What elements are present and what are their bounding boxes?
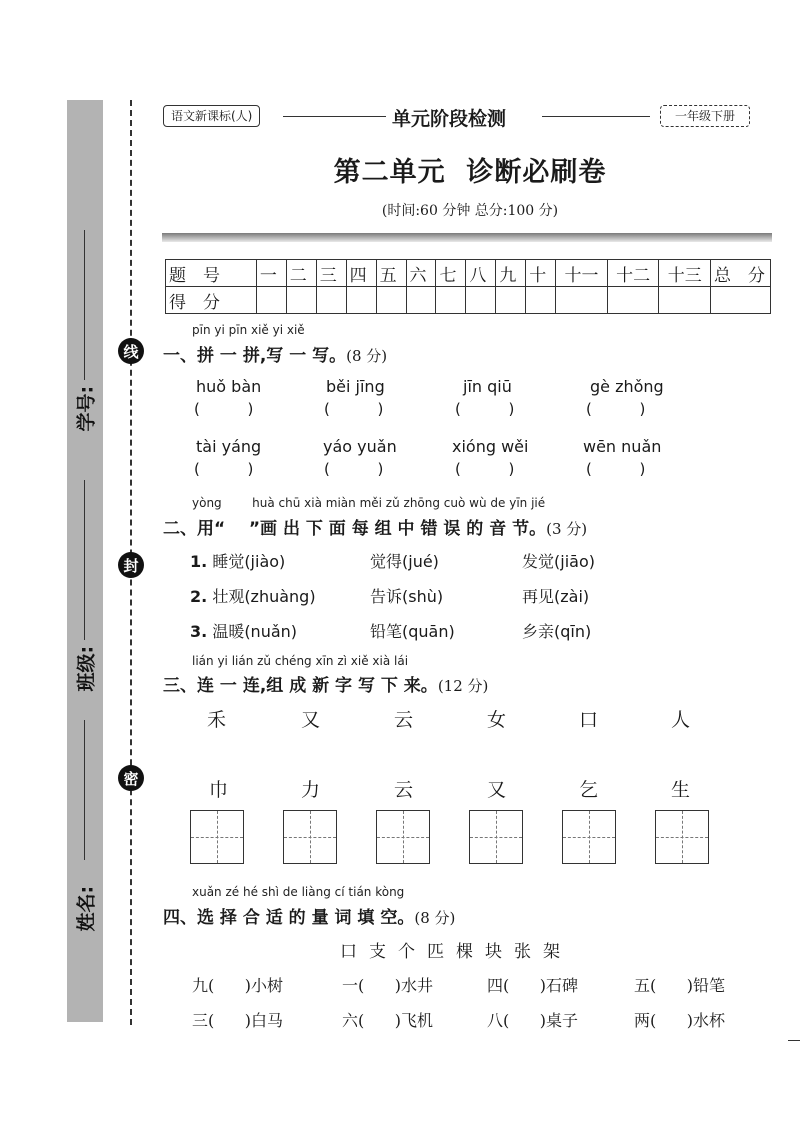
component-char[interactable]: 女: [487, 709, 507, 731]
pinyin-item: wēn nuǎn: [583, 437, 662, 456]
list-item: [190, 584, 316, 607]
exam-info: (时间:60 分钟 总分:100 分): [381, 203, 559, 219]
fill-prefix: 九(: [192, 976, 215, 995]
fill-prefix: 五(: [634, 976, 657, 995]
section4-score: (8 分): [414, 909, 456, 927]
fill-suffix: )小树: [244, 976, 284, 995]
page-title: 第二单元 诊断必刷卷: [333, 157, 607, 188]
score-cell[interactable]: [556, 287, 608, 314]
fill-blank[interactable]: [656, 976, 687, 995]
fill-blank[interactable]: [509, 976, 540, 995]
fill-blank[interactable]: [656, 1011, 687, 1030]
pinyin-item: jīn qiū: [463, 377, 512, 396]
fill-prefix: 三(: [192, 1011, 215, 1030]
list-item[interactable]: 乡亲(qīn): [522, 622, 592, 641]
component-char[interactable]: 生: [671, 779, 691, 801]
table-cell: 十二: [607, 260, 659, 287]
answer-blank[interactable]: ( ): [324, 400, 384, 418]
list-item: [190, 549, 285, 572]
writing-grid[interactable]: [376, 810, 430, 864]
list-item[interactable]: 铅笔(quān): [370, 622, 455, 641]
edition-tag: 语文新课标(人): [163, 105, 260, 127]
fill-item: [634, 1008, 725, 1031]
seal-xian: 线: [118, 338, 144, 364]
list-item[interactable]: 觉得(jué): [370, 552, 439, 571]
word-bank-item: 口: [340, 942, 357, 962]
score-cell[interactable]: [256, 287, 286, 314]
section4-title: [163, 903, 455, 928]
fill-item: [192, 973, 283, 996]
section1-pinyin: pīn yi pīn xiě yi xiě: [192, 323, 305, 337]
fill-blank[interactable]: [509, 1011, 540, 1030]
component-char[interactable]: 乞: [579, 779, 599, 801]
score-table-score-row: [166, 287, 771, 314]
answer-blank[interactable]: ( ): [586, 460, 646, 478]
fill-suffix: )水杯: [686, 1011, 726, 1030]
section4-pinyin: xuǎn zé hé shì de liàng cí tián kòng: [192, 885, 405, 899]
table-cell: 五: [376, 260, 406, 287]
answer-blank[interactable]: ( ): [586, 400, 646, 418]
component-char[interactable]: 人: [671, 709, 691, 731]
score-cell[interactable]: [436, 287, 466, 314]
section3-title-text: 三、连 一 连,组 成 新 字 写 下 来。: [163, 676, 438, 696]
item-text[interactable]: 温暖(nuǎn): [212, 622, 298, 641]
score-table-header-row: [166, 260, 771, 287]
component-char[interactable]: 又: [301, 709, 321, 731]
section3-pinyin: lián yi lián zǔ chéng xīn zì xiě xià lái: [192, 654, 409, 668]
writing-grid[interactable]: [469, 810, 523, 864]
word-bank-item: 架: [543, 942, 560, 962]
section2-title-text: 二、用“ ”画 出 下 面 每 组 中 错 误 的 音 节。: [163, 519, 547, 539]
fill-prefix: 八(: [487, 1011, 510, 1030]
section3-title: [163, 671, 488, 696]
table-cell: 得 分: [166, 287, 257, 314]
word-bank-item: 张: [514, 942, 531, 962]
table-cell: 九: [496, 260, 526, 287]
section2-score: (3 分): [546, 520, 588, 538]
writing-grid[interactable]: [562, 810, 616, 864]
item-number: 2.: [190, 587, 208, 606]
table-cell: 七: [436, 260, 466, 287]
section1-title-text: 一、拼 一 拼,写 一 写。: [163, 346, 347, 366]
answer-blank[interactable]: ( ): [455, 400, 515, 418]
score-cell[interactable]: [316, 287, 346, 314]
fill-prefix: 一(: [342, 976, 365, 995]
fill-suffix: )白马: [244, 1011, 284, 1030]
score-cell[interactable]: [659, 287, 711, 314]
class-label: 班级:: [75, 645, 98, 692]
header-rule-left: [283, 116, 386, 117]
fill-suffix: )水井: [394, 976, 434, 995]
word-bank-item: 块: [485, 942, 502, 962]
word-bank-item: 匹: [427, 942, 444, 962]
fill-item: [487, 973, 578, 996]
fill-item: [634, 973, 725, 996]
seal-feng: 封: [118, 552, 144, 578]
answer-blank[interactable]: ( ): [455, 460, 515, 478]
section2-title: [163, 514, 587, 539]
name-label: 姓名:: [75, 885, 98, 932]
writing-grid[interactable]: [655, 810, 709, 864]
section1-score: (8 分): [346, 347, 388, 365]
table-cell: 三: [316, 260, 346, 287]
pinyin-item: huǒ bàn: [196, 377, 262, 396]
item-number: 3.: [190, 622, 208, 641]
fill-blank[interactable]: [364, 1011, 395, 1030]
writing-grid[interactable]: [190, 810, 244, 864]
score-cell[interactable]: [711, 287, 771, 314]
table-cell: 二: [286, 260, 316, 287]
score-cell[interactable]: [346, 287, 376, 314]
table-cell: 总 分: [711, 260, 771, 287]
grade-tag: 一年级下册: [660, 105, 750, 127]
component-char[interactable]: 云: [394, 779, 414, 801]
word-bank: [340, 937, 560, 962]
pinyin-item: xióng wěi: [452, 437, 529, 456]
table-cell: 八: [466, 260, 496, 287]
item-text[interactable]: 睡觉(jiào): [212, 552, 286, 571]
shaded-divider: [162, 233, 772, 242]
table-cell: 四: [346, 260, 376, 287]
writing-grid[interactable]: [283, 810, 337, 864]
table-cell: 六: [406, 260, 436, 287]
list-item[interactable]: 告诉(shù): [370, 587, 444, 606]
fill-suffix: )铅笔: [686, 976, 726, 995]
item-number: 1.: [190, 552, 208, 571]
fill-suffix: )石碑: [539, 976, 579, 995]
pinyin-item: běi jīng: [326, 377, 385, 396]
table-cell: 十一: [556, 260, 608, 287]
component-char[interactable]: 力: [301, 779, 321, 801]
pinyin-item: tài yáng: [196, 437, 262, 456]
fill-item: [342, 1008, 433, 1031]
word-bank-item: 棵: [456, 942, 473, 962]
student-id-label: 学号:: [75, 385, 98, 432]
list-item[interactable]: 发觉(jiāo): [522, 552, 595, 571]
fill-blank[interactable]: [214, 976, 245, 995]
score-cell[interactable]: [496, 287, 526, 314]
fill-prefix: 六(: [342, 1011, 365, 1030]
score-cell[interactable]: [466, 287, 496, 314]
section3-score: (12 分): [437, 677, 489, 695]
answer-blank[interactable]: ( ): [324, 460, 384, 478]
table-cell: 一: [256, 260, 286, 287]
word-bank-item: 支: [369, 942, 386, 962]
answer-blank[interactable]: ( ): [194, 460, 254, 478]
pinyin-item: gè zhǒng: [590, 377, 664, 396]
component-char[interactable]: 巾: [209, 779, 229, 801]
table-cell: 十三: [659, 260, 711, 287]
score-cell[interactable]: [376, 287, 406, 314]
header-title: 单元阶段检测: [392, 108, 507, 130]
score-table: [165, 259, 771, 314]
table-cell: 题 号: [166, 260, 257, 287]
class-line: [84, 480, 85, 640]
section2-pinyin: yòng huà chū xià miàn měi zǔ zhōng cuò wù de yīn jié: [192, 496, 546, 510]
word-bank-item: 个: [398, 942, 415, 962]
section1-title: [163, 341, 387, 366]
item-text[interactable]: 壮观(zhuàng): [212, 587, 316, 606]
page-edge-mark: [788, 1040, 800, 1041]
fill-item: [192, 1008, 283, 1031]
component-char[interactable]: 又: [487, 779, 507, 801]
fill-blank[interactable]: [214, 1011, 245, 1030]
fill-item: [487, 1008, 578, 1031]
fill-prefix: 四(: [487, 976, 510, 995]
list-item[interactable]: 再见(zài): [522, 587, 590, 606]
table-cell: 十: [526, 260, 556, 287]
answer-blank[interactable]: ( ): [194, 400, 254, 418]
fill-suffix: )飞机: [394, 1011, 434, 1030]
fill-prefix: 两(: [634, 1011, 657, 1030]
list-item: [190, 619, 297, 642]
fill-item: [342, 973, 433, 996]
fill-suffix: )桌子: [539, 1011, 579, 1030]
score-cell[interactable]: [286, 287, 316, 314]
binding-strip: [67, 100, 103, 1022]
component-char[interactable]: 云: [394, 709, 414, 731]
score-cell[interactable]: [607, 287, 659, 314]
pinyin-item: yáo yuǎn: [323, 437, 397, 456]
score-cell[interactable]: [406, 287, 436, 314]
seal-mi: 密: [118, 765, 144, 791]
score-cell[interactable]: [526, 287, 556, 314]
component-char[interactable]: 口: [579, 709, 599, 731]
name-line: [84, 720, 85, 860]
student-id-line: [84, 230, 85, 380]
fill-blank[interactable]: [364, 976, 395, 995]
section4-title-text: 四、选 择 合 适 的 量 词 填 空。: [163, 908, 415, 928]
component-char[interactable]: 禾: [207, 709, 227, 731]
header-rule-right: [542, 116, 650, 117]
